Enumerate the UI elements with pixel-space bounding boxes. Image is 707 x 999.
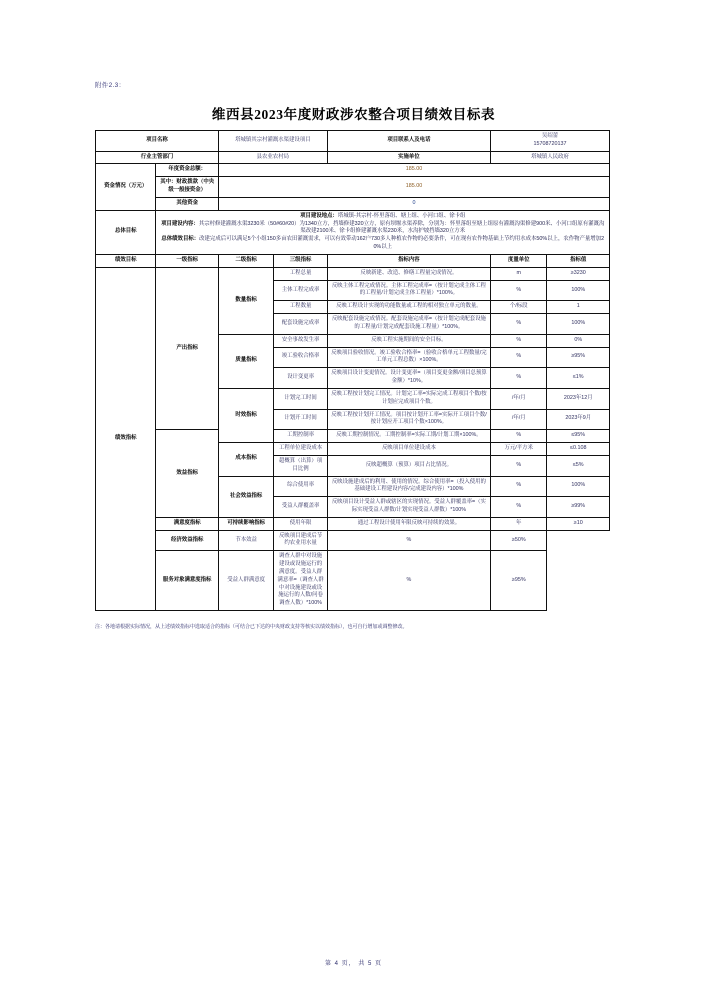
page-title: 维西县2023年度财政涉农整合项目绩效目标表 — [211, 107, 496, 122]
contact-value — [491, 131, 610, 152]
footer-note: 注：各地请根据实际情况，从上述绩效指标中选取适合的指标（可结合已下达的中央财政支持等核实以绩效指标），也可自行增加或调整修改。 — [95, 624, 408, 631]
indicator-target: ≥50% — [491, 530, 547, 551]
level1-indicator-1: 效益指标 — [156, 430, 218, 518]
level1-indicator-0: 产出指标 — [156, 267, 218, 429]
perf-goal-label: 绩效指标 — [96, 267, 156, 610]
overall-goal-text-0: 塔城镇-其宗村-怀里落组、塘上组、小河口组、徐卡组 — [337, 212, 466, 219]
level1-indicator-2: 满意度指标 — [156, 517, 218, 530]
indicator-content: 反映项目设计受益人群或辖区的实现情况。受益人群覆盖率=（实际实现受益人群数/计划实现受益人群数）*100% — [327, 497, 490, 518]
indicator-target: 2023年12月 — [547, 388, 610, 409]
indicator-content: 反映项目验收情况。竣工验收合格率=（验收合格单元工程数量/完工单元工程总数）×100%。 — [327, 347, 490, 368]
indicator-target: ≤1% — [547, 368, 610, 389]
level2-indicator: 数量指标 — [218, 267, 273, 334]
indicator-content: 反映工程按计划完工情况。计划完工率=实际完成工程项目个数/按计划应完成项目个数。 — [327, 388, 490, 409]
indicator-content: 反映工程实施期间的安全目标。 — [327, 334, 490, 347]
funding-value-2: 0 — [218, 197, 609, 210]
funding-label-2: 其他资金 — [156, 197, 218, 210]
level3-indicator: 安全事故发生率 — [274, 334, 327, 347]
funding-row-2 — [96, 197, 610, 210]
funding-label-1: 其中：财政拨款（中央级一般接资金） — [156, 177, 218, 198]
implementing-unit-label: 实施单位 — [327, 151, 490, 164]
project-name-value: 塔城镇其宗村灌溉水渠建设项目 — [218, 131, 327, 152]
info-row-project — [96, 131, 610, 152]
level3-indicator: 超概算（出算）项目比例 — [274, 455, 327, 476]
indicator-target: ≥99% — [547, 497, 610, 518]
indicator-unit: 万元/平方米 — [491, 443, 547, 456]
indicator-target: ≥3230 — [547, 267, 610, 280]
indicator-target: 100% — [547, 280, 610, 301]
indicator-content: 反映项目建成后节约农业用水量 — [274, 530, 327, 551]
overall-goal-line-2 — [159, 236, 606, 252]
indicator-unit: % — [491, 368, 547, 389]
indicator-target: ≤95% — [547, 430, 610, 443]
indicator-unit: % — [491, 476, 547, 497]
overall-goal-head-2: 总体绩效目标： — [161, 236, 200, 243]
indicator-unit: m — [491, 267, 547, 280]
indicator-unit: % — [491, 430, 547, 443]
indicator-target: ≤5% — [547, 455, 610, 476]
level3-indicator: 计划开工时间 — [274, 409, 327, 430]
column-header-row — [96, 254, 610, 267]
indicator-content: 反映工期控制情况。工期控制率=实际工期/计划工期×100%。 — [327, 430, 490, 443]
department-label: 行业主管部门 — [96, 151, 219, 164]
level3-indicator: 综合使用率 — [274, 476, 327, 497]
overall-goal-head-0: 项目建设地点： — [300, 212, 338, 219]
level3-indicator: 工程总量 — [274, 267, 327, 280]
level2-indicator: 时效指标 — [218, 388, 273, 442]
indicator-unit: % — [491, 334, 547, 347]
level3-indicator: 计划完工时间 — [274, 388, 327, 409]
level3-indicator: 受益人群覆盖率 — [274, 497, 327, 518]
level3-indicator: 工程数量 — [274, 301, 327, 314]
level3-indicator: 受益人群满意度 — [218, 551, 273, 611]
indicator-content: 反映项目设计变更情况。设计变更率=（项目变更金额/项目总预算金额）*10%。 — [327, 368, 490, 389]
level3-indicator: 工期控制率 — [274, 430, 327, 443]
indicator-unit: 年 — [491, 517, 547, 530]
indicator-content: 反映配套设施完成情况。配套设施完成率=（按计划完成配套设施的工程量/计划完成配套设施工程量）*100%。 — [327, 314, 490, 335]
performance-goal-table — [95, 130, 610, 611]
indicator-content: 反映主体工程完成情况。主体工程完成率=（按计划完成主体工程的工程量/计划完成主体工程量）*100%。 — [327, 280, 490, 301]
level2-indicator: 质量指标 — [218, 334, 273, 388]
overall-goal-line-1 — [159, 221, 606, 237]
indicator-target: 1 — [547, 301, 610, 314]
table-row — [96, 530, 610, 551]
col-header-5: 度量单位 — [491, 254, 547, 267]
indicator-content: 反映项目单位建设成本 — [327, 443, 490, 456]
level3-indicator: 主体工程完成率 — [274, 280, 327, 301]
attachment-number: 附件2.3： — [95, 82, 126, 89]
table-body — [96, 131, 610, 611]
funding-row-1 — [96, 177, 610, 198]
level2-indicator: 社会效益指标 — [218, 476, 273, 517]
indicator-unit: % — [491, 497, 547, 518]
project-name-label: 项目名称 — [96, 131, 219, 152]
indicator-content: 通过工程设计使用年限反映可持续的效果。 — [327, 517, 490, 530]
implementing-unit-value: 塔城镇人民政府 — [491, 151, 610, 164]
indicator-content: 反映设施建成后的利用、使用的情况。综合使用率=（投入使用的基础建设工程建设内容/完成建设内容）*100% — [327, 476, 490, 497]
indicator-unit: % — [491, 314, 547, 335]
indicator-content: 反映工程按计划开工情况。项目按计划开工率=实际开工项目个数/按计划应开工项目个数×100%。 — [327, 409, 490, 430]
funding-row-0 — [96, 164, 610, 177]
indicator-target: 2023年9月 — [547, 409, 610, 430]
table-row — [96, 517, 610, 530]
overall-goal-content — [156, 210, 610, 254]
level3-indicator: 节本效益 — [218, 530, 273, 551]
level2-indicator: 成本指标 — [218, 443, 273, 476]
indicator-content: 调查人群中对设施建设或设施运行的满意度。受益人群满意率=（调查人群中对设施建设或设施运行的人数/问卷调查人数）*100% — [274, 551, 327, 611]
level2-indicator: 可持续影响指标 — [218, 517, 273, 530]
indicator-unit: /年/月 — [491, 388, 547, 409]
col-header-6: 指标值 — [547, 254, 610, 267]
contact-phone: 15708720137 — [533, 140, 567, 147]
page-number: 第 4 页， 共 5 页 — [324, 961, 382, 967]
indicator-target: ≤0.108 — [547, 443, 610, 456]
overall-goal-row — [96, 210, 610, 254]
indicator-target: 0% — [547, 334, 610, 347]
col-header-1: 一级指标 — [156, 254, 218, 267]
col-header-4: 指标内容 — [327, 254, 490, 267]
table-row — [96, 551, 610, 611]
funding-value-1: 185.00 — [218, 177, 609, 198]
table-row — [96, 267, 610, 280]
overall-goal-line-0 — [159, 213, 606, 221]
indicator-target: ≥95% — [491, 551, 547, 611]
funding-group-label: 资金情况（万元） — [96, 164, 156, 210]
table-row — [96, 430, 610, 443]
indicator-unit: % — [491, 280, 547, 301]
contact-label: 项目联系人及电话 — [327, 131, 490, 152]
indicator-content: 反映超概算（预算）项目占比情况。 — [327, 455, 490, 476]
indicator-unit: % — [327, 551, 490, 611]
overall-goal-head-1: 项目建设内容： — [161, 220, 199, 227]
level3-indicator: 配套设施完成率 — [274, 314, 327, 335]
indicator-unit: /年/月 — [491, 409, 547, 430]
overall-goal-label: 总体目标 — [96, 210, 156, 254]
funding-label-0: 年度资金总额： — [156, 164, 218, 177]
indicator-content: 反映工程设计实现的功能数量或工程的相对独立单元的数量。 — [327, 301, 490, 314]
contact-name: 吴绍蕾 — [541, 133, 559, 139]
level3-indicator: 设计变更率 — [274, 368, 327, 389]
indicator-unit: 个/标段 — [491, 301, 547, 314]
col-header-3: 三级指标 — [274, 254, 327, 267]
indicator-unit: % — [327, 530, 490, 551]
indicator-target: 100% — [547, 314, 610, 335]
col-header-2: 二级指标 — [218, 254, 273, 267]
level2-indicator: 服务对象满意度指标 — [156, 551, 218, 611]
info-row-department — [96, 151, 610, 164]
indicator-content: 反映新建、改造、修缮工程量完成情况。 — [327, 267, 490, 280]
level3-indicator: 使用年限 — [274, 517, 327, 530]
department-value: 县农业农村局 — [218, 151, 327, 164]
indicator-target: 100% — [547, 476, 610, 497]
indicator-unit: % — [491, 347, 547, 368]
indicator-unit: % — [491, 455, 547, 476]
level3-indicator: 竣工验收合格率 — [274, 347, 327, 368]
funding-value-0: 185.00 — [218, 164, 609, 177]
indicator-target: ≥10 — [547, 517, 610, 530]
overall-goal-text-1: 其宗村修建灌溉水渠3230米（50#60#20）为1340立方，挡墙修建320立方，原有坝堰水渠养除，分别为：怀里落组至塘上组原有灌溉沟渠修建900米、小河口组原有灌溉沟渠改建2100米、徐卡组修建灌溉水渠230米，水沟护坡挡墙320立方米 — [198, 220, 605, 235]
overall-goal-text-2: 改建完成后可以满足5个小组150多亩农田灌溉需求，可以有效带动162户730多人种植农作物的必要条件，可在现有农作物基础上节约用水成本50%以上，农作物产量增加20%以上 — [199, 236, 605, 251]
level2-indicator: 经济效益指标 — [156, 530, 218, 551]
level3-indicator: 工程单位建设成本 — [274, 443, 327, 456]
col-header-0: 绩效目标 — [96, 254, 156, 267]
indicator-target: ≥95% — [547, 347, 610, 368]
